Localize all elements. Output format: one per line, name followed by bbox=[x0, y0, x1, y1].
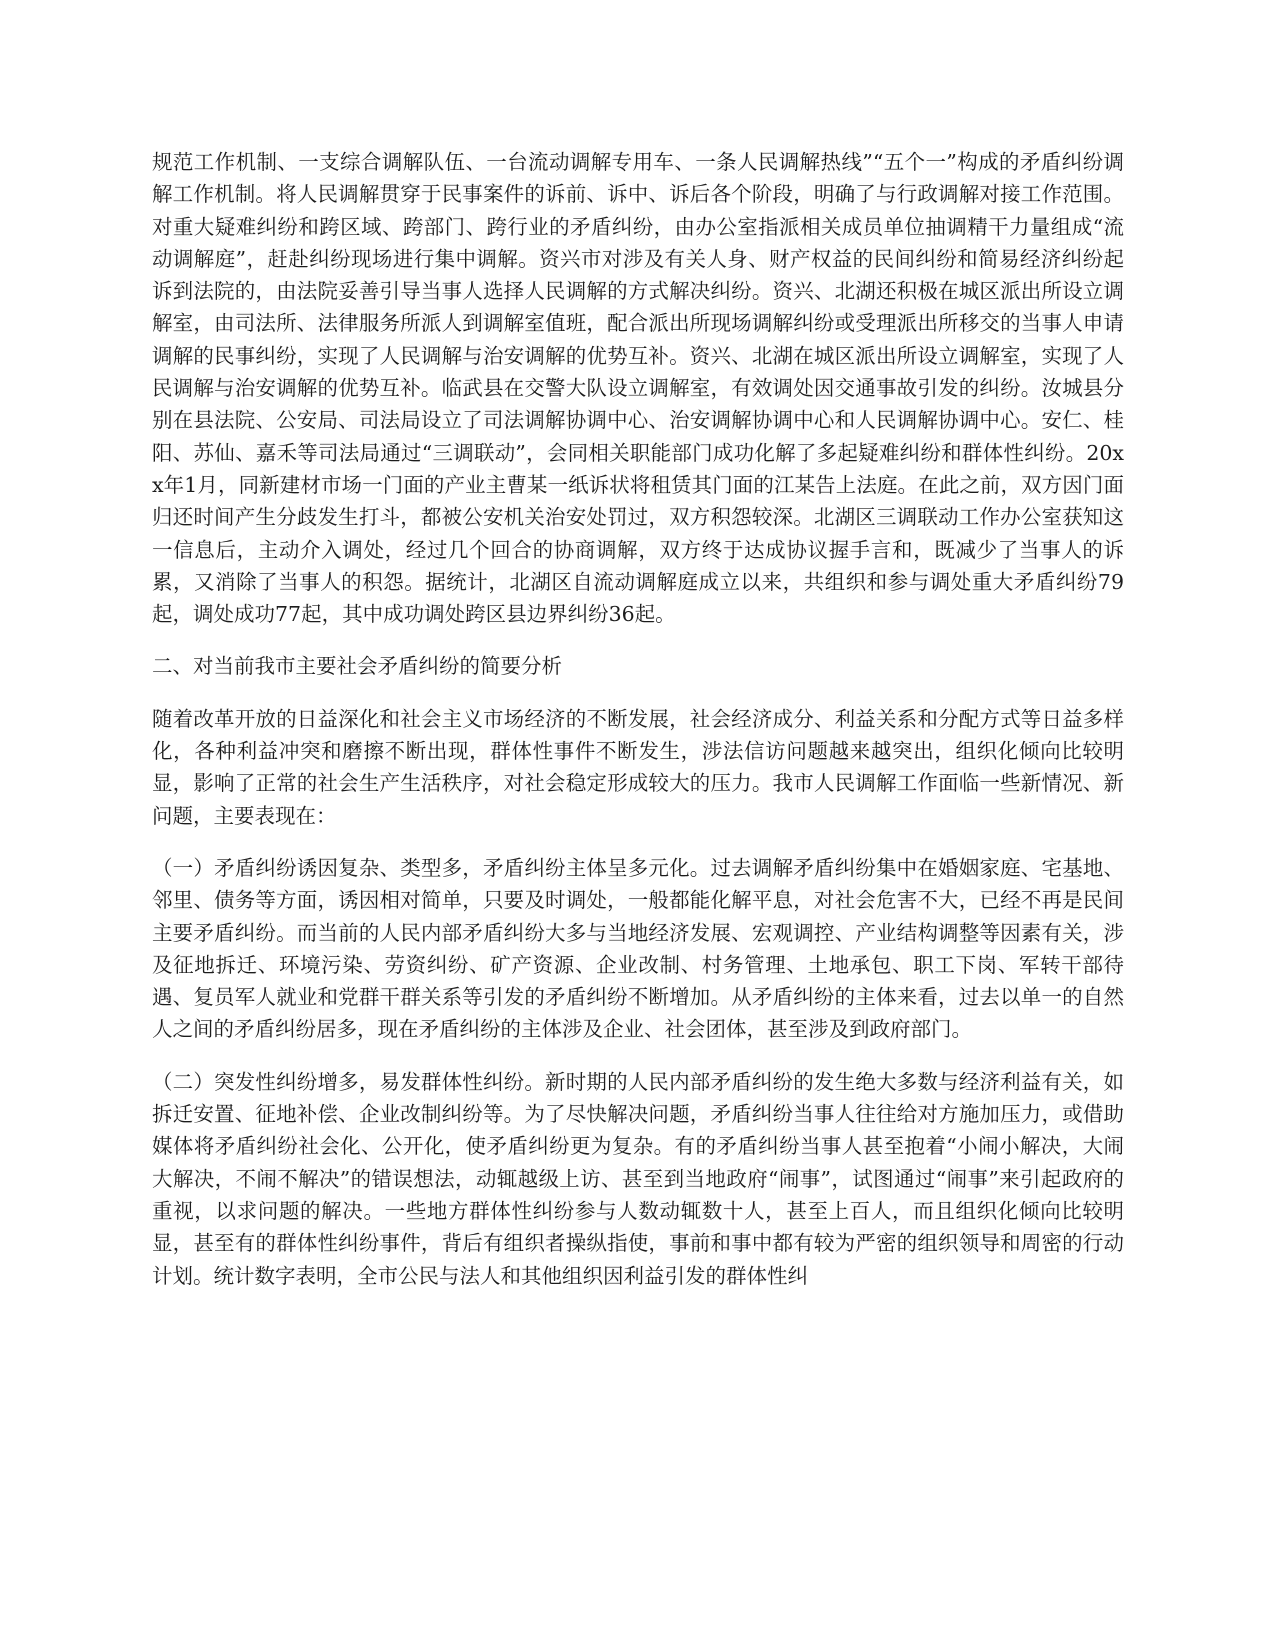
body-paragraph-4: （二）突发性纠纷增多，易发群体性纠纷。新时期的人民内部矛盾纠纷的发生绝大多数与经济利益有关，如拆迁安置、征地补偿、企业改制纠纷等。为了尽快解决问题，矛盾纠纷当事人往往给对方施加压力，或借助媒体将矛盾纠纷社会化、公开化，使矛盾纠纷更为复杂。有的矛盾纠纷当事人甚至抱着“小闹小解决，大闹大解决，不闹不解决”的错误想法，动辄越级上访、甚至到当地政府“闹事”，试图通过“闹事”来引起政府的重视，以求问题的解决。一些地方群体性纠纷参与人数动辄数十人，甚至上百人，而且组织化倾向比较明显，甚至有的群体性纠纷事件，背后有组织者操纵指使，事前和事中都有较为严密的组织领导和周密的行动计划。统计数字表明，全市公民与法人和其他组织因利益引发的群体性纠 bbox=[152, 1069, 1124, 1288]
document-page bbox=[152, 146, 1124, 1312]
section-heading: 二、对当前我市主要社会矛盾纠纷的简要分析 bbox=[152, 654, 562, 679]
body-paragraph-3: （一）矛盾纠纷诱因复杂、类型多，矛盾纠纷主体呈多元化。过去调解矛盾纠纷集中在婚姻家庭、宅基地、邻里、债务等方面，诱因相对简单，只要及时调处，一般都能化解平息，对社会危害不大，已经不再是民间主要矛盾纠纷。而当前的人民内部矛盾纠纷大多与当地经济发展、宏观调控、产业结构调整等因素有关，涉及征地拆迁、环境污染、劳资纠纷、矿产资源、企业改制、村务管理、土地承包、职工下岗、军转干部待遇、复员军人就业和党群干群关系等引发的矛盾纠纷不断增加。从矛盾纠纷的主体来看，过去以单一的自然人之间的矛盾纠纷居多，现在矛盾纠纷的主体涉及企业、社会团体，甚至涉及到政府部门。 bbox=[152, 855, 1124, 1042]
body-paragraph-2: 随着改革开放的日益深化和社会主义市场经济的不断发展，社会经济成分、利益关系和分配方式等日益多样化，各种利益冲突和磨擦不断出现，群体性事件不断发生，涉法信访问题越来越突出，组织化倾向比较明显，影响了正常的社会生产生活秩序，对社会稳定形成较大的压力。我市人民调解工作面临一些新情况、新问题，主要表现在： bbox=[152, 706, 1124, 828]
body-paragraph-1: 规范工作机制、一支综合调解队伍、一台流动调解专用车、一条人民调解热线”“五个一”构成的矛盾纠纷调解工作机制。将人民调解贯穿于民事案件的诉前、诉中、诉后各个阶段，明确了与行政调解对接工作范围。对重大疑难纠纷和跨区域、跨部门、跨行业的矛盾纠纷，由办公室指派相关成员单位抽调精干力量组成“流动调解庭”，赶赴纠纷现场进行集中调解。资兴市对涉及有关人身、财产权益的民间纠纷和简易经济纠纷起诉到法院的，由法院妥善引导当事人选择人民调解的方式解决纠纷。资兴、北湖还积极在城区派出所设立调解室，由司法所、法律服务所派人到调解室值班，配合派出所现场调解纠纷或受理派出所移交的当事人申请调解的民事纠纷，实现了人民调解与治安调解的优势互补。资兴、北湖在城区派出所设立调解室，实现了人民调解与治安调解的优势互补。临武县在交警大队设立调解室，有效调处因交通事故引发的纠纷。汝城县分别在县法院、公安局、司法局设立了司法调解协调中心、治安调解协调中心和人民调解协调中心。安仁、桂阳、苏仙、嘉禾等司法局通过“三调联动”，会同相关职能部门成功化解了多起疑难纠纷和群体性纠纷。20xx年1月，同新建材市场一门面的产业主曹某一纸诉状将租赁其门面的江某告上法庭。在此之前，双方因门面归还时间产生分歧发生打斗，都被公安机关治安处罚过，双方积怨较深。北湖区三调联动工作办公室获知这一信息后，主动介入调处，经过几个回合的协商调解，双方终于达成协议握手言和，既减少了当事人的诉累，又消除了当事人的积怨。据统计，北湖区自流动调解庭成立以来，共组织和参与调处重大矛盾纠纷79起，调处成功77起，其中成功调处跨区县边界纠纷36起。 bbox=[152, 150, 1124, 627]
